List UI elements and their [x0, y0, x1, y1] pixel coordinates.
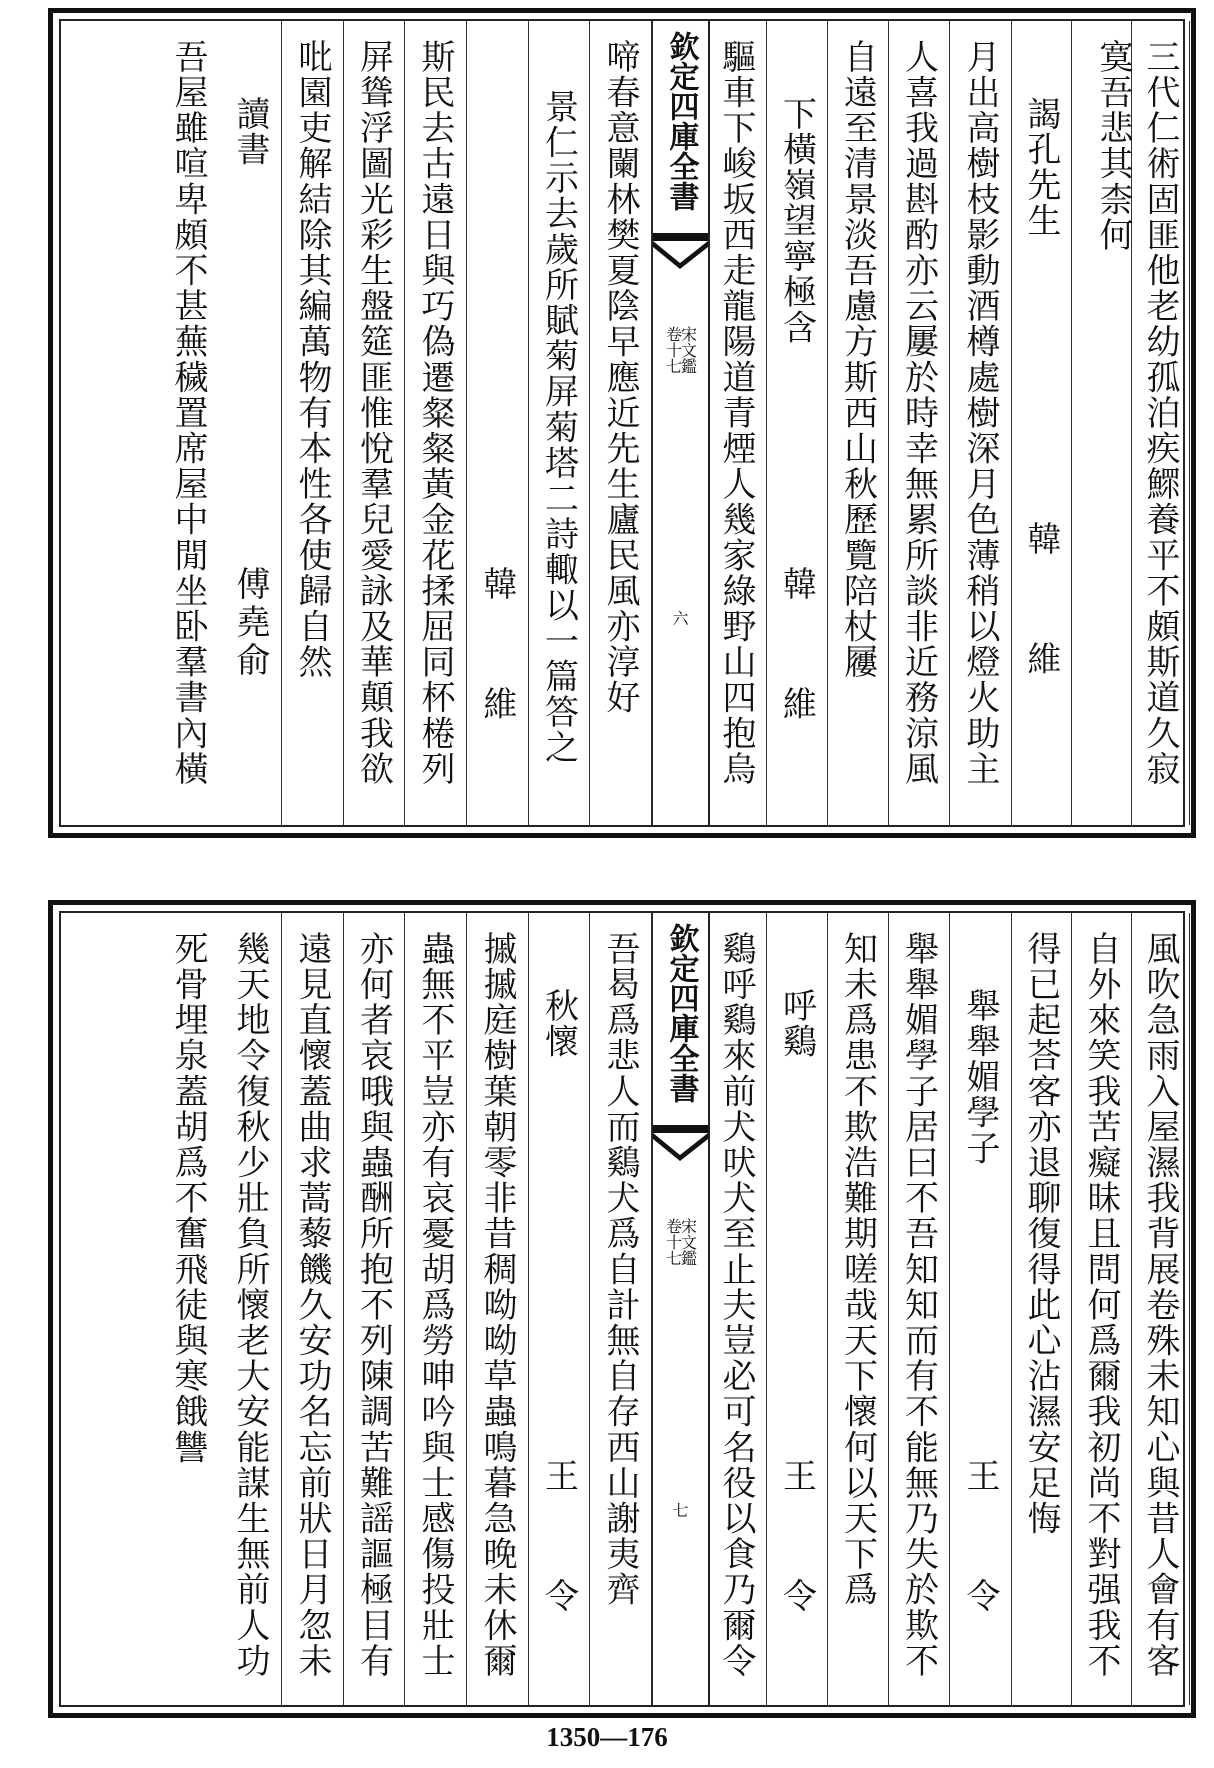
column-text: 風吹急雨入屋濕我背展卷殊未知心與昔人會有客	[1140, 931, 1180, 1679]
text-column	[1071, 913, 1132, 1705]
banner-page-number: 七	[672, 1501, 689, 1520]
banner-juan: 卷十七	[663, 326, 683, 374]
poem-title: 謁孔先生	[1021, 96, 1061, 239]
poem-title-column	[949, 913, 1012, 1705]
text-column	[1071, 21, 1132, 825]
page-center-banner	[651, 21, 710, 825]
text-column	[404, 21, 467, 825]
column-text: 得已起荅客亦退聊復得此心沾濕安足悔	[1021, 931, 1061, 1537]
poem-title: 舉舉媚學子	[960, 988, 1000, 1166]
text-column	[888, 21, 950, 825]
text-column	[827, 21, 889, 825]
column-text: 舉舉媚學子居曰不吾知知而有不能無乃失於欺不	[898, 931, 939, 1679]
column-text: 亦何者哀哦與蟲酬所抱不列陳調苦難謡謳極目有	[353, 931, 394, 1679]
poem-author: 傅堯俞	[230, 566, 270, 680]
poem-author: 韓 維	[1021, 521, 1061, 701]
column-text: 驅車下峻坂西走龍陽道青煙人幾家綠野山四抱烏	[716, 39, 756, 787]
column-text: 摵摵庭樹葉朝零非昔稠呦呦草蟲鳴暮急晚未休爾	[477, 931, 517, 1679]
column-text: 啼春意闌林樊夏陰早應近先生廬民風亦淳好	[600, 39, 640, 716]
column-text: 知未爲患不欺浩難期嗟哉天下懷何以天下爲	[837, 931, 878, 1608]
text-column	[1131, 913, 1190, 1705]
top-page	[48, 8, 1196, 838]
poem-title-column	[1011, 21, 1072, 825]
column-text: 斯民去古遠日與巧偽遷粲粲黃金花揉屈同杯棬列	[415, 39, 455, 787]
column-text: 寞吾悲其柰何	[1093, 39, 1133, 253]
poem-title: 讀書	[230, 96, 270, 168]
column-text: 鷄呼鷄來前犬吠犬至止夫豈必可名役以食乃爾令	[716, 931, 756, 1679]
column-text: 吾曷爲悲人而鷄犬爲自計無自存西山謝夷齊	[600, 931, 640, 1608]
text-column	[281, 21, 344, 825]
banner-juan: 卷十七	[663, 1218, 683, 1266]
poem-author: 韓 維	[477, 566, 517, 746]
text-column	[466, 913, 529, 1705]
text-column	[949, 21, 1012, 825]
text-column	[589, 913, 652, 1705]
text-column	[157, 21, 219, 825]
text-column	[343, 21, 405, 825]
column-text: 三代仁術固匪他老幼孤泊疾鰥養平不頗斯道久寂	[1140, 39, 1180, 787]
text-column	[157, 913, 219, 1705]
text-column	[219, 913, 282, 1705]
poem-title-column	[219, 21, 282, 825]
text-column	[343, 913, 405, 1705]
fish-tail-mark	[653, 1125, 708, 1161]
text-column	[827, 913, 889, 1705]
page-center-banner	[651, 913, 710, 1705]
fish-tail-mark	[653, 233, 708, 269]
column-text: 自遠至清景淡吾慮方斯西山秋歷覽陪杖屨	[837, 39, 878, 680]
column-text: 蟲無不平豈亦有哀憂胡爲勞呻吟與士感傷投壯士	[415, 931, 455, 1679]
text-column	[528, 21, 590, 825]
poem-title-column	[528, 913, 590, 1705]
poem-author: 王 令	[960, 1458, 1000, 1638]
column-text: 死骨埋泉蓋胡爲不奮飛徒與寒餓讐	[168, 931, 208, 1465]
poem-title-column	[766, 21, 828, 825]
volume-page-number: 1350—176	[546, 1722, 668, 1752]
text-column	[281, 913, 344, 1705]
column-text: 吾屋雖喧卑頗不甚蕪穢置席屋中閒坐卧羣書內橫	[168, 39, 208, 787]
banner-book: 宋文鑑	[678, 326, 698, 374]
banner-title: 欽定四庫全書	[663, 31, 699, 211]
text-column	[1011, 913, 1072, 1705]
bottom-page	[48, 900, 1196, 1718]
column-text: 遠見直懷蓋曲求蒿藜饑久安功名忘前狀日月忽未	[292, 931, 332, 1679]
text-column	[1131, 21, 1190, 825]
column-text: 人喜我過斟酌亦云屢於時幸無累所談非近務涼風	[898, 39, 939, 787]
poem-author: 王 令	[538, 1458, 579, 1638]
author-column	[466, 21, 529, 825]
text-column	[589, 21, 652, 825]
column-text: 月出高樹枝影動酒樽處樹深月色薄稍以燈火助主	[960, 39, 1000, 787]
column-text: 幾天地令復秋少壯負所懷老大安能謀生無前人功	[230, 931, 270, 1679]
text-column	[888, 913, 950, 1705]
column-text: 吡園吏解結除其編萬物有本性各使歸自然	[292, 39, 332, 680]
poem-title: 秋懷	[538, 988, 579, 1060]
poem-author: 王 令	[776, 1458, 817, 1638]
text-column	[706, 21, 767, 825]
banner-book: 宋文鑑	[678, 1218, 698, 1266]
poem-title-column	[766, 913, 828, 1705]
poem-author: 韓 維	[776, 566, 817, 746]
column-text: 屏聳浮圖光彩生盤筵匪惟悅羣兒愛詠及華顛我欲	[353, 39, 394, 787]
banner-title: 欽定四庫全書	[663, 923, 699, 1103]
text-column	[404, 913, 467, 1705]
poem-title: 下橫嶺望寧極含	[776, 96, 817, 346]
column-text: 景仁示去歲所賦菊屏菊塔二詩輙以一篇答之	[538, 89, 579, 766]
banner-page-number: 六	[672, 609, 689, 628]
top-page-frame	[59, 19, 1185, 827]
poem-title: 呼鷄	[776, 988, 817, 1060]
bottom-page-frame	[59, 911, 1185, 1707]
text-column	[706, 913, 767, 1705]
column-text: 自外來笑我苦癡昧且問何爲爾我初尚不對强我不	[1081, 931, 1121, 1679]
